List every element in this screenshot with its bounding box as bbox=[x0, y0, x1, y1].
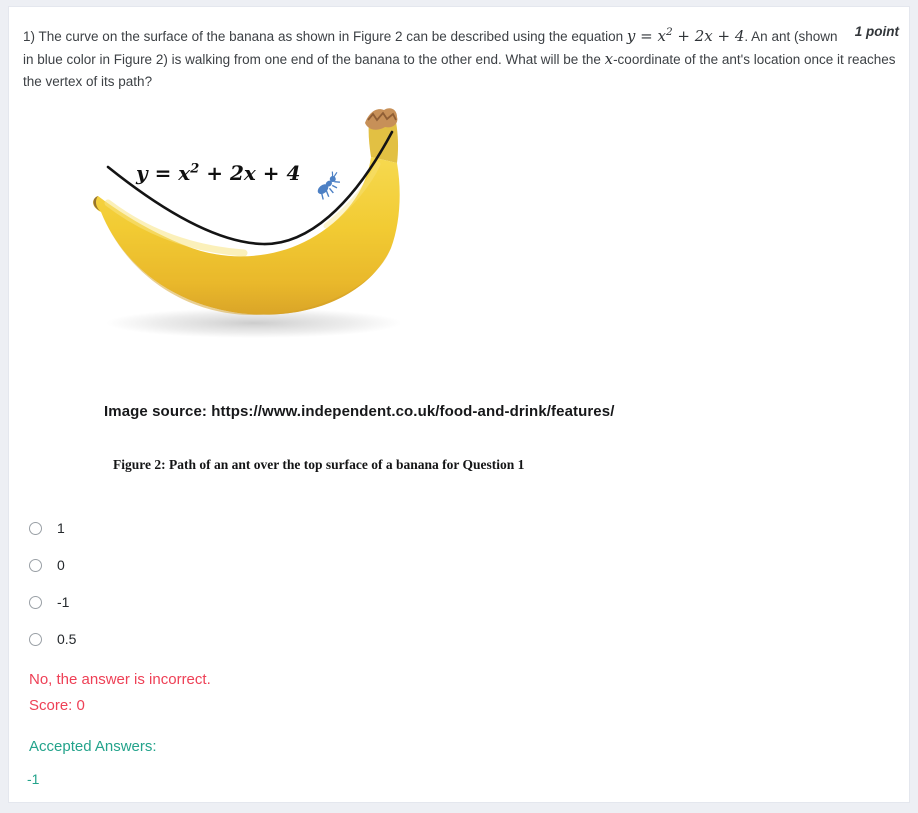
accepted-answer-value: -1 bbox=[27, 771, 40, 787]
figure-caption: Figure 2: Path of an ant over the top surface of a banana for Question 1 bbox=[113, 457, 525, 472]
question-text-3: -coordinate of the ant's location once it reaches the vertex of its path? bbox=[23, 52, 896, 89]
accepted-answers-label: Accepted Answers: bbox=[29, 738, 157, 755]
option-label: 0 bbox=[57, 557, 65, 573]
option-row-1[interactable] bbox=[29, 518, 65, 538]
question-number: 1) bbox=[23, 29, 36, 44]
banana-image bbox=[86, 106, 416, 347]
option-row-0[interactable] bbox=[29, 555, 65, 575]
question-text-block bbox=[23, 21, 903, 93]
score-text: Score: 0 bbox=[29, 697, 85, 714]
image-source-text: Image source: https://www.independent.co.uk/food-and-drink/features/ bbox=[104, 403, 615, 420]
option-row-minus1[interactable] bbox=[29, 592, 69, 612]
question-card bbox=[8, 6, 910, 803]
radio-button[interactable] bbox=[29, 633, 42, 646]
question-text-1: The curve on the surface of the banana as shown in Figure 2 can be described using the equation bbox=[38, 29, 627, 44]
incorrect-message: No, the answer is incorrect. bbox=[29, 671, 211, 688]
radio-button[interactable] bbox=[29, 596, 42, 609]
option-label: 0.5 bbox=[57, 631, 77, 647]
option-row-0point5[interactable] bbox=[29, 629, 76, 649]
banana-figure bbox=[86, 106, 416, 347]
equation-label: $y = x^2 + 2x + 4$ bbox=[136, 161, 301, 185]
x-variable-inline: x bbox=[604, 50, 614, 68]
question-text-2: . An ant (shown in blue color in Figure 2) is walking from one end of the banana to the other end. What will be the bbox=[23, 29, 838, 67]
option-label: 1 bbox=[57, 520, 65, 536]
points-badge: 1 point bbox=[854, 24, 899, 39]
radio-button[interactable] bbox=[29, 522, 42, 535]
option-label: -1 bbox=[57, 594, 70, 610]
ant-icon bbox=[313, 170, 345, 201]
radio-button[interactable] bbox=[29, 559, 42, 572]
equation-inline: $y = x^2 + 2x + 4$ bbox=[626, 26, 745, 45]
